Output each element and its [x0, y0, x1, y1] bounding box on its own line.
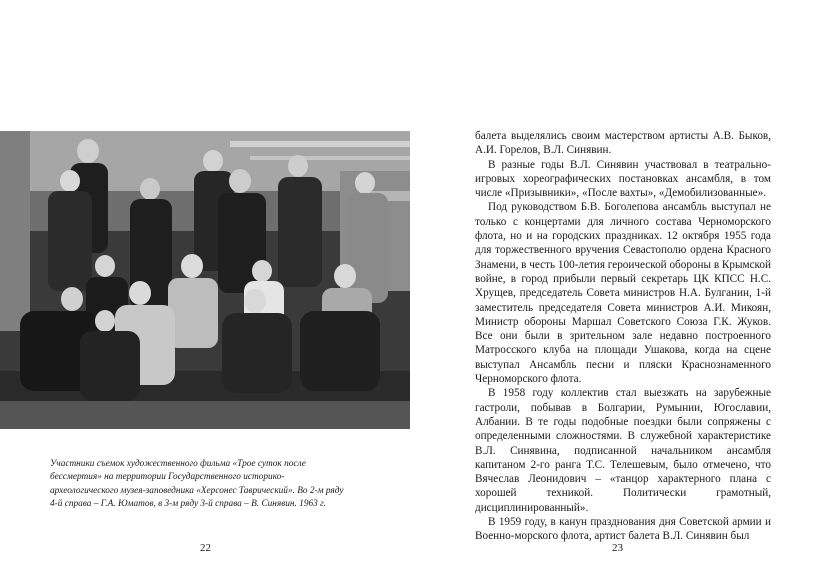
body-text — [475, 129, 771, 544]
paragraph: В 1959 году, в канун празднования дня Советской армии и Военно-морского флота, артист балета В.Л. Синявин был — [475, 516, 771, 543]
page-number-left: 22 — [200, 542, 211, 554]
paragraph: В 1958 году коллектив стал выезжать на зарубежные гастроли, побывав в Болгарии, Румынии, Югославии, Албании. В те годы подобные поездки были сопряжены с определенными сложностями. В служебной характеристике В.Л. Синявина, подписанной начальником ансамбля капитаном 2-го ранга Т.С. Телешевым, было отмечено, что Вячеслав Леонидович – «танцор характерного плана с хорошей техникой. Политически грамотный, дисциплинированный». — [475, 387, 771, 514]
photo-illustration — [0, 131, 410, 429]
group-photograph — [0, 131, 410, 429]
photo-caption: Участники съемок художественного фильма «Трое суток после бессмертия» на территории Государственного историко-археологического музея-заповедника «Херсонес Таврический». Во 2-м ряду 4-й справа – Г.А. Юматов, в 3-м ряду 3-й справа – В. Синявин. 1963 г. — [50, 459, 344, 510]
paragraph: балета выделялись своим мастерством артисты А.В. Быков, А.И. Горелов, В.Л. Синявин. — [475, 130, 771, 157]
paragraph: В разные годы В.Л. Синявин участвовал в театрально-игровых хореографических постановках ансамбля, в том числе «Призывники», «После вахты», «Демобилизованные». — [475, 158, 771, 200]
paragraph: Под руководством Б.В. Боголепова ансамбль выступал не только с концертами для личного состава Черноморского флота, но и на городских праздниках. 12 октября 1955 года для торжественного вручения Севастополю ордена Красного Знамени, в честь 100-летия героической обороны в Крымской войне, в город прибыли первый секретарь ЦК КПСС Н.С. Хрущев, председатель Совета министров Н.А. Булганин, 1-й заместитель председателя Совета министров А.И. Микоян, Министр обороны Маршал Советского Союза Г.К. Жуков. Все они были в зрительном зале недавно построенного Матросского клуба на площади Ушакова, когда на сцене выступал Ансамбль песни и пляски Краснознаменного Черноморского флота. — [475, 201, 771, 386]
page-number-right: 23 — [612, 542, 623, 554]
